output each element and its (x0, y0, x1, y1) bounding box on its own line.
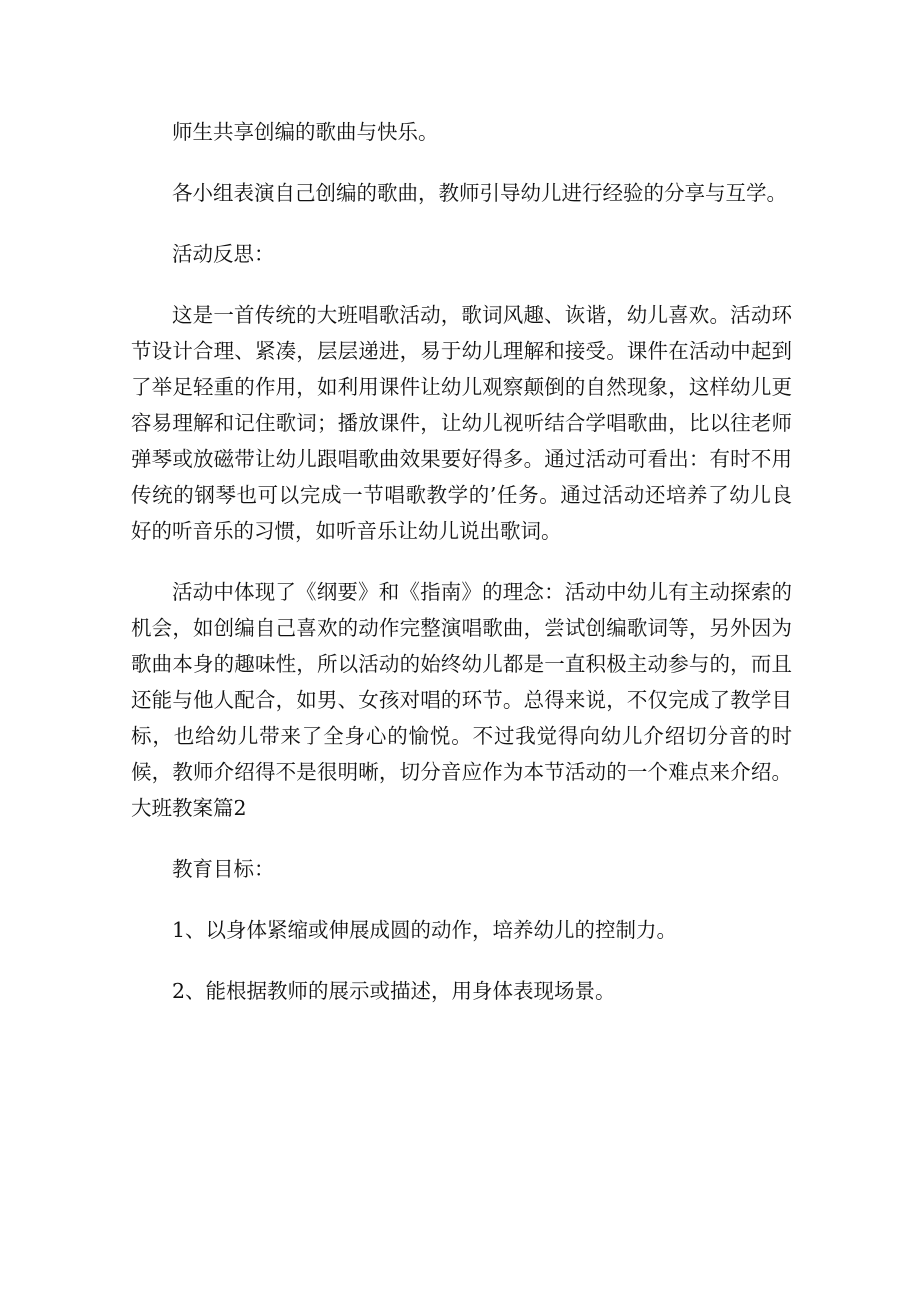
paragraph-group-performance: 各小组表演自己创编的歌曲，教师引导幼儿进行经验的分享与互学。 (172, 181, 787, 205)
heading-education-goals: 教育目标： (172, 857, 275, 881)
document-body (131, 114, 792, 1009)
paragraph-reflection-1: 这是一首传统的大班唱歌活动，歌词风趣、诙谐，幼儿喜欢。活动环节设计合理、紧凑，层层递进，易于幼儿理解和接受。课件在活动中起到了举足轻重的作用，如利用课件让幼儿观察颠倒的自然现象，这样幼儿更容易理解和记住歌词；播放课件，让幼儿视听结合学唱歌曲，比以往老师弹琴或放磁带让幼儿跟唱歌曲效果要好得多。通过活动可看出：有时不用传统的钢琴也可以完成一节唱歌教学的’任务。通过活动还培养了幼儿良好的听音乐的习惯，如听音乐让幼儿说出歌词。 (131, 303, 792, 543)
paragraph-share: 师生共享创编的歌曲与快乐。 (172, 120, 439, 144)
goal-item-2: 2、能根据教师的展示或描述，用身体表现场景。 (172, 979, 616, 1003)
goal-item-1: 1、以身体紧缩或伸展成圆的动作，培养幼儿的控制力。 (172, 918, 678, 942)
heading-activity-reflection: 活动反思： (172, 242, 275, 266)
paragraph-reflection-2: 活动中体现了《纲要》和《指南》的理念：活动中幼儿有主动探索的机会，如创编自己喜欢的动作完整演唱歌曲，尝试创编歌词等，另外因为歌曲本身的趣味性，所以活动的始终幼儿都是一直积极主动参与的，而且还能与他人配合，如男、女孩对唱的环节。总得来说，不仅完成了教学目标，也给幼儿带来了全身心的愉悦。不过我觉得向幼儿介绍切分音的时候，教师介绍得不是很明晰，切分音应作为本节活动的一个难点来介绍。大班教案篇2 (131, 580, 792, 820)
